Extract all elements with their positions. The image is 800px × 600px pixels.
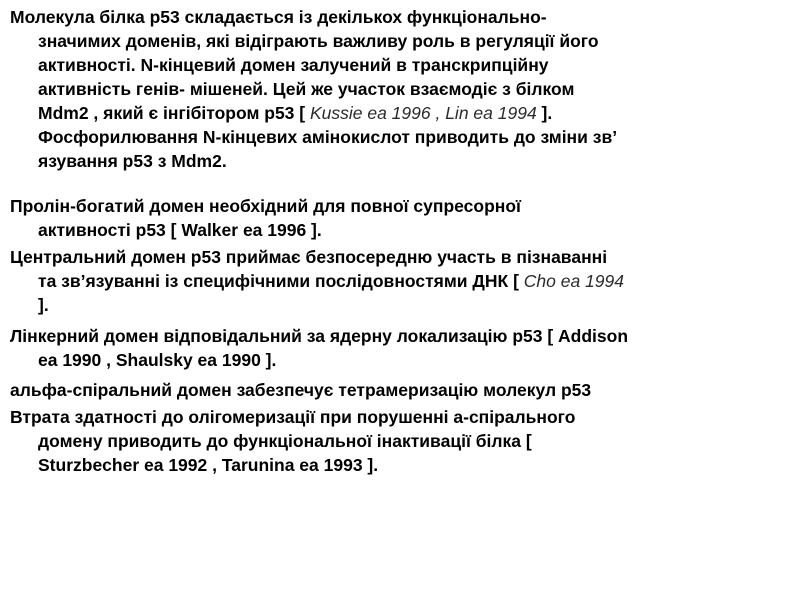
text-line: Sturzbecher ea 1992 , Tarunina ea 1993 ]. — [38, 455, 379, 475]
text-line — [10, 101, 796, 125]
text-segment: ]. — [536, 103, 553, 123]
citation: Cho ea 1994 — [523, 271, 624, 291]
paragraph-n-terminal — [10, 5, 796, 173]
text-line: Втрата здатності до олігомеризації при порушенні а-спірального — [10, 407, 576, 427]
paragraph-central-domain — [10, 245, 796, 317]
text-line: ea 1990 , Shaulsky ea 1990 ]. — [38, 350, 277, 370]
text-line: активності. N-кінцевий домен залучений в транскрипційну — [38, 55, 549, 75]
text-line: значимих доменів, які відіграють важливу роль в регуляції його — [38, 31, 599, 51]
text-line: домену приводить до функціональної інактивації білка [ — [38, 431, 532, 451]
paragraph-oligomerization — [10, 405, 796, 477]
text-line: Пролін-богатий домен необхідний для повної супресорної — [10, 196, 521, 216]
citation: Kussie ea 1996 , Lin ea 1994 — [309, 103, 537, 123]
text-line: Фосфорилювання N-кінцевих амінокислот приводить до зміни зв’ — [38, 127, 618, 147]
paragraph-alpha-helix — [10, 378, 796, 402]
text-line: язування р53 з Mdm2. — [38, 151, 227, 171]
paragraph-proline-rich — [10, 194, 796, 242]
text-line: активність генів- мішеней. Цей же участок взаємодіє з білком — [38, 79, 575, 99]
text-line: альфа-спіральний домен забезпечує тетрамеризацію молекул р53 — [10, 380, 592, 400]
text-line: активності р53 [ Walker ea 1996 ]. — [38, 220, 322, 240]
text-line: Центральний домен р53 приймає безпосередню участь в пізнаванні — [10, 247, 608, 267]
text-line: ]. — [38, 295, 49, 315]
text-line — [10, 269, 796, 293]
text-segment: Mdm2 , який є інгібітором р53 [ — [38, 103, 310, 123]
text-line: Молекула білка р53 складається із декількох функціонально- — [10, 7, 547, 27]
paragraph-linker-domain — [10, 324, 796, 372]
text-line: Лінкерний домен відповідальний за ядерну локализацію р53 [ Addison — [10, 326, 629, 346]
text-segment: та зв’язуванні із специфічними послідовностями ДНК [ — [38, 271, 524, 291]
